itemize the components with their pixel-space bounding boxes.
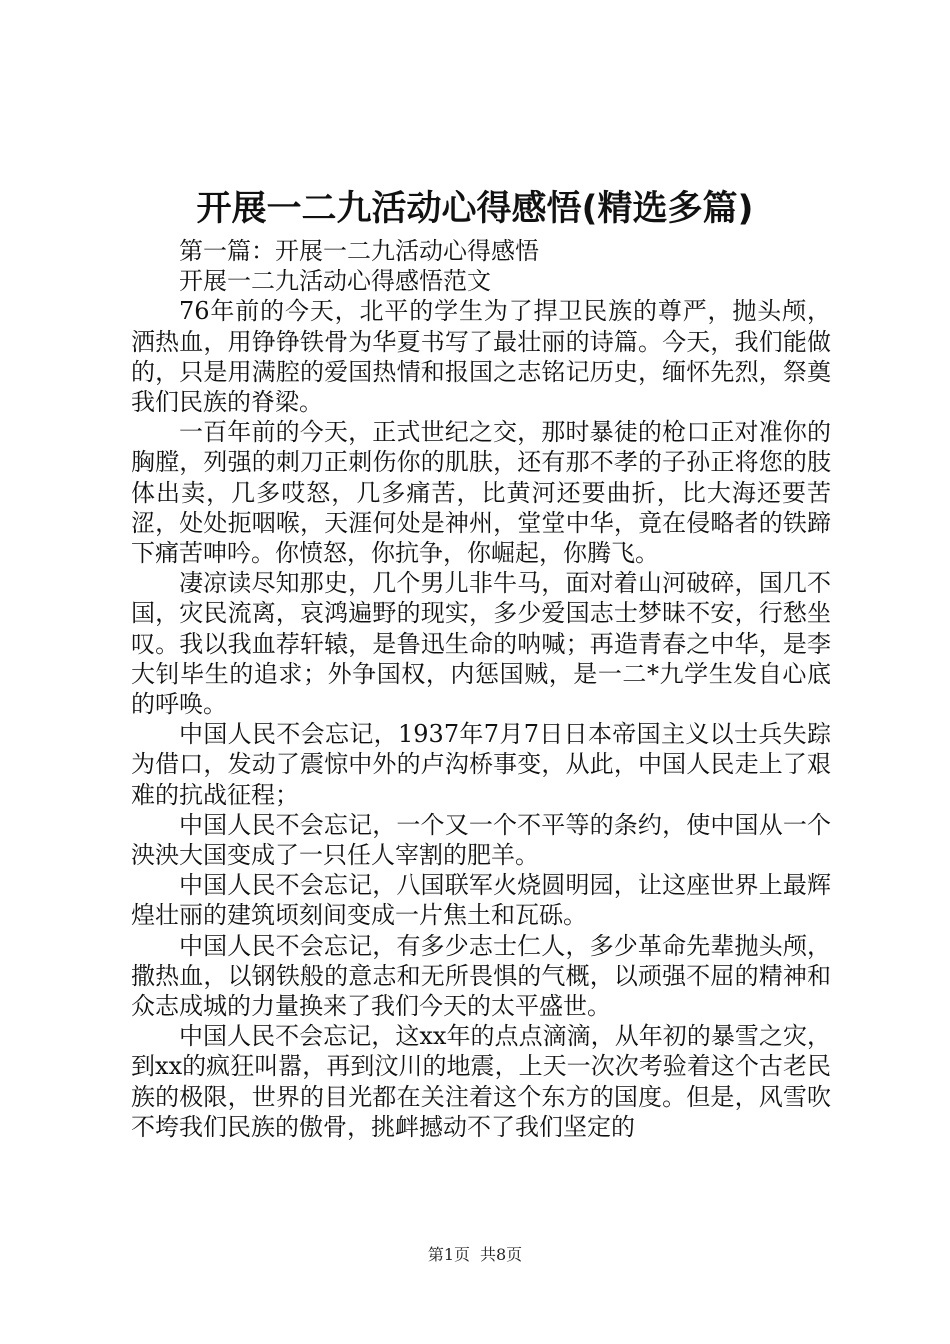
- section-subheading: 开展一二九活动心得感悟范文: [179, 267, 491, 296]
- page-number-current: 第1页: [427, 1245, 470, 1264]
- paragraph: 一百年前的今天，正式世纪之交，那时暴徒的枪口正对准你的胸膛，列强的刺刀正刺伤你的肌肤，还有那不孝的子孙正将您的肢体出卖，几多哎怒，几多痛苦，比黄河还要曲折，比大海还要苦涩，处处扼咽喉，天涯何处是神州，堂堂中华，竟在侵略者的铁蹄下痛苦呻吟。你愤怒，你抗争，你崛起，你腾飞。: [131, 418, 831, 568]
- page-number-total: 共8页: [480, 1245, 523, 1264]
- paragraph: 中国人民不会忘记，这xx年的点点滴滴，从年初的暴雪之灾，到xx的疯狂叫嚣，再到汶川的地震，上天一次次考验着这个古老民族的极限，世界的目光都在关注着这个东方的国度。但是，风雪吹不垮我们民族的傲骨，挑衅撼动不了我们坚定的: [131, 1022, 831, 1141]
- paragraph: 凄凉读尽知那史，几个男儿非牛马，面对着山河破碎，国几不国，灾民流离，哀鸿遍野的现实，多少爱国志士梦昧不安，行愁坐叹。我以我血荐轩辕，是鲁迅生命的呐喊；再造青春之中华，是李大钊毕生的追求；外争国权，内惩国贼，是一二*九学生发自心底的呼唤。: [131, 569, 831, 719]
- paragraph: 76年前的今天，北平的学生为了捍卫民族的尊严，抛头颅，洒热血，用铮铮铁骨为华夏书写了最壮丽的诗篇。今天，我们能做的，只是用满腔的爱国热情和报国之志铭记历史，缅怀先烈，祭奠我们民族的脊梁。: [131, 297, 831, 417]
- paragraph: 中国人民不会忘记，一个又一个不平等的条约，使中国从一个泱泱大国变成了一只任人宰割的肥羊。: [131, 810, 831, 870]
- document-title: 开展一二九活动心得感悟(精选多篇): [196, 189, 754, 229]
- paragraph: 中国人民不会忘记，有多少志士仁人，多少革命先辈抛头颅，撒热血，以钢铁般的意志和无所畏惧的气概，以顽强不屈的精神和众志成城的力量换来了我们今天的太平盛世。: [131, 931, 831, 1021]
- document-body: [131, 236, 831, 1142]
- section-heading: 第一篇：开展一二九活动心得感悟: [179, 237, 539, 265]
- paragraph: 中国人民不会忘记，八国联军火烧圆明园，让这座世界上最辉煌壮丽的建筑顷刻间变成一片焦土和瓦砾。: [131, 871, 831, 930]
- paragraph: 中国人民不会忘记，1937年7月7日日本帝国主义以士兵失踪为借口，发动了震惊中外的卢沟桥事变，从此，中国人民走上了艰难的抗战征程；: [131, 720, 831, 809]
- page-footer: [0, 1244, 950, 1266]
